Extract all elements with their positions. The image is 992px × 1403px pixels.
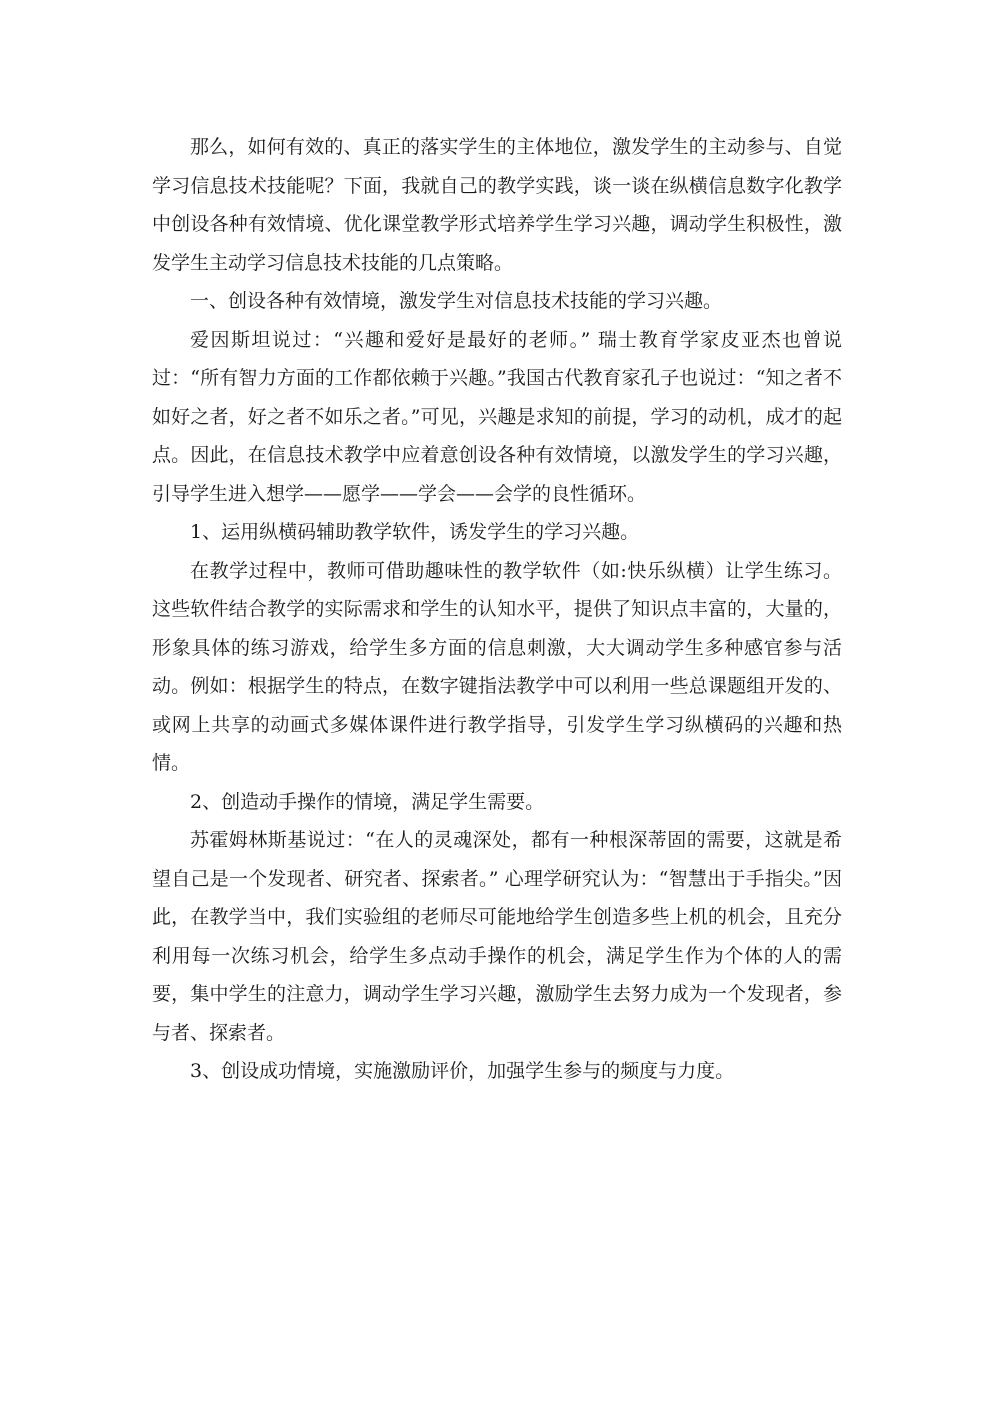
subheading-2: 2、创造动手操作的情境，满足学生需要。 — [190, 790, 545, 813]
subheading-1: 1、运用纵横码辅助教学软件，诱发学生的学习兴趣。 — [190, 521, 640, 543]
document-body — [152, 128, 842, 1091]
subheading-3: 3、创设成功情境，实施激励评价，加强学生参与的频度与力度。 — [190, 1060, 735, 1082]
section-heading-1: 一、创设各种有效情境，激发学生对信息技术技能的学习兴趣。 — [190, 290, 723, 312]
paragraph-teaching-software: 在教学过程中，教师可借助趣味性的教学软件（如:快乐纵横）让学生练习。这些软件结合教学的实际需求和学生的认知水平，提供了知识点丰富的，大量的，形象具体的练习游戏，给学生多方面的信息刺激，大大调动学生多种感官参与活动。例如：根据学生的特点，在数字键指法教学中可以利用一些总课题组开发的、或网上共享的动画式多媒体课件进行教学指导，引发学生学习纵横码的兴趣和热情。 — [152, 559, 842, 774]
paragraph-hands-on: 苏霍姆林斯基说过：“在人的灵魂深处，都有一种根深蒂固的需要，这就是希望自己是一个发现者、研究者、探索者。” 心理学研究认为：“智慧出于手指尖。”因此，在教学当中，我们实验组的老师尽可能地给学生创造多些上机的机会，且充分利用每一次练习机会，给学生多点动手操作的机会，满足学生作为个体的人的需要，集中学生的注意力，调动学生学习兴趣，激励学生去努力成为一个发现者，参与者、探索者。 — [152, 829, 842, 1044]
paragraph-interest-quotes: 爱因斯坦说过：“兴趣和爱好是最好的老师。” 瑞士教育学家皮亚杰也曾说过：“所有智力方面的工作都依赖于兴趣。”我国古代教育家孔子也说过：“知之者不如好之者，好之者不如乐之者。”可见，兴趣是求知的前提，学习的动机，成才的起点。因此，在信息技术教学中应着意创设各种有效情境，以激发学生的学习兴趣，引导学生进入想学——愿学——学会——会学的良性循环。 — [152, 328, 842, 505]
paragraph-intro: 那么，如何有效的、真正的落实学生的主体地位，激发学生的主动参与、自觉学习信息技术技能呢？下面，我就自己的教学实践，谈一谈在纵横信息数字化教学中创设各种有效情境、优化课堂教学形式培养学生学习兴趣，调动学生积极性，激发学生主动学习信息技术技能的几点策略。 — [152, 136, 842, 274]
